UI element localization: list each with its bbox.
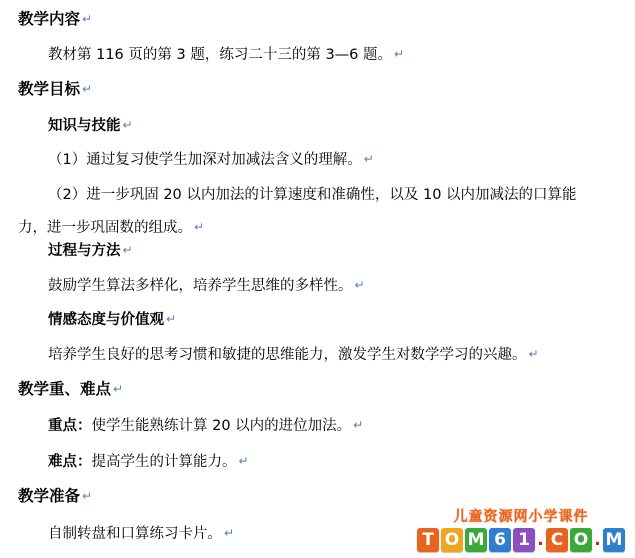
paragraph-text bbox=[48, 419, 635, 434]
paragraph-mark-icon: ↵ bbox=[113, 381, 124, 396]
line-text: 教学重、难点 bbox=[18, 379, 112, 398]
line-text: 培养学生良好的思考习惯和敏捷的思维能力，激发学生对数学学习的兴趣。 bbox=[48, 347, 527, 363]
watermark-char: 1 bbox=[513, 528, 535, 552]
paragraph-mark-icon: ↵ bbox=[363, 152, 374, 166]
watermark-char: M bbox=[603, 528, 625, 552]
line-text: 教学目标 bbox=[18, 80, 81, 98]
section-heading bbox=[18, 82, 635, 98]
inline-label: 难点： bbox=[48, 453, 92, 470]
paragraph-mark-icon: ↵ bbox=[122, 117, 133, 132]
document-body bbox=[0, 12, 635, 541]
section-heading bbox=[18, 489, 635, 505]
line-text: 知识与技能 bbox=[48, 117, 121, 134]
line-text: 自制转盘和口算练习卡片。 bbox=[48, 525, 222, 542]
section-heading bbox=[18, 12, 635, 28]
watermark-char: . bbox=[594, 530, 601, 550]
subsection-heading bbox=[48, 244, 635, 259]
line-text: 力，进一步巩固数的组成。 bbox=[18, 220, 192, 236]
subsection-heading bbox=[48, 119, 635, 134]
watermark-char: O bbox=[570, 528, 592, 552]
paragraph-text bbox=[18, 221, 635, 236]
line-text: 过程与方法 bbox=[48, 242, 121, 259]
line-text: 使学生能熟练计算 20 以内的进位加法。 bbox=[91, 418, 352, 434]
line-text: 教学内容 bbox=[18, 10, 81, 28]
watermark-char: M bbox=[465, 528, 487, 552]
paragraph-mark-icon: ↵ bbox=[122, 242, 133, 257]
watermark-logo bbox=[417, 528, 625, 552]
paragraph-mark-icon: ↵ bbox=[82, 489, 93, 503]
paragraph-mark-icon: ↵ bbox=[238, 453, 249, 468]
paragraph-mark-icon: ↵ bbox=[354, 278, 365, 292]
paragraph-mark-icon: ↵ bbox=[82, 82, 93, 96]
paragraph-mark-icon: ↵ bbox=[353, 418, 364, 432]
watermark-char: T bbox=[417, 528, 439, 552]
watermark bbox=[417, 506, 625, 552]
subsection-heading bbox=[48, 313, 635, 328]
paragraph-text bbox=[48, 348, 635, 363]
paragraph-mark-icon: ↵ bbox=[528, 347, 539, 361]
watermark-char: O bbox=[441, 528, 463, 552]
paragraph-text bbox=[48, 153, 635, 168]
paragraph-mark-icon: ↵ bbox=[394, 46, 405, 61]
paragraph-mark-icon: ↵ bbox=[194, 220, 205, 234]
inline-label: 重点： bbox=[48, 418, 92, 434]
paragraph-text bbox=[48, 48, 635, 63]
line-text: 鼓励学生算法多样化，培养学生思维的多样性。 bbox=[48, 278, 353, 294]
line-text: 情感态度与价值观 bbox=[48, 311, 164, 328]
paragraph-mark-icon: ↵ bbox=[82, 12, 93, 26]
line-text: （2）进一步巩固 20 以内加法的计算速度和准确性，以及 10 以内加减法的口算能 bbox=[48, 186, 577, 203]
watermark-char: C bbox=[546, 528, 568, 552]
paragraph-mark-icon: ↵ bbox=[224, 525, 235, 540]
line-text: 教学准备 bbox=[18, 487, 81, 505]
paragraph-text bbox=[48, 455, 635, 470]
paragraph-text bbox=[48, 279, 635, 294]
document-page bbox=[0, 12, 635, 558]
line-text: （1）通过复习使学生加深对加减法含义的理解。 bbox=[48, 152, 362, 168]
watermark-site-name: 儿童资源网小学课件 bbox=[453, 509, 589, 525]
line-text: 教材第 116 页的第 3 题，练习二十三的第 3—6 题。 bbox=[48, 46, 393, 63]
paragraph-text bbox=[48, 188, 635, 203]
watermark-char: 6 bbox=[489, 528, 511, 552]
watermark-char: . bbox=[537, 530, 544, 550]
section-heading bbox=[18, 379, 635, 398]
line-text: 提高学生的计算能力。 bbox=[91, 453, 237, 470]
paragraph-mark-icon: ↵ bbox=[166, 311, 177, 326]
